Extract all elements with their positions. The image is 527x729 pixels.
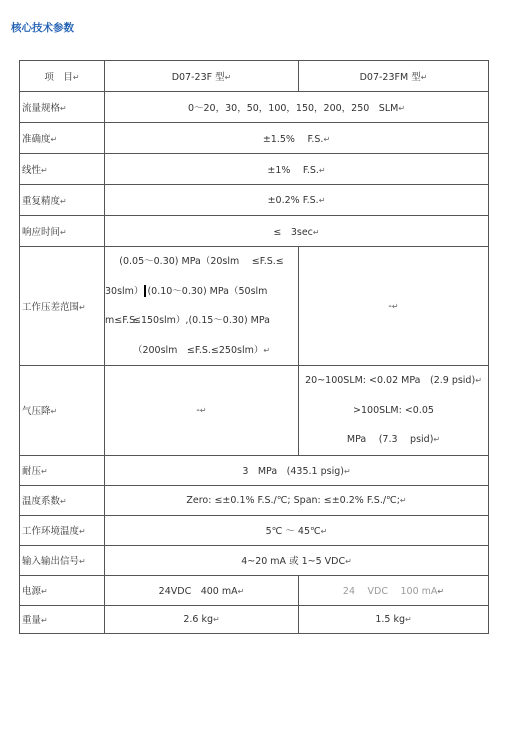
row-power	[20, 575, 489, 605]
row-value: ±1% F.S.↵	[105, 154, 489, 185]
row-label: 温度系数↵	[20, 485, 105, 515]
row-value: 5℃ ～ 45℃↵	[105, 515, 489, 545]
row-value: 4~20 mA 或 1~5 VDC↵	[105, 545, 489, 575]
section-title: 核心技术参数	[11, 22, 74, 34]
row-value: ±1.5% F.S.↵	[105, 123, 489, 154]
row-label: 耐压↵	[20, 455, 105, 485]
row-weight	[20, 605, 489, 633]
header-row	[20, 61, 489, 92]
row-value: 0～20，30，50，100，150，200，250 SLM↵	[105, 92, 489, 123]
pressure-drop-col2	[299, 366, 489, 456]
text-line: MPa (7.3 psid)↵	[346, 434, 441, 445]
pressure-diff-col1	[105, 247, 299, 366]
row-label: 输入输出信号↵	[20, 545, 105, 575]
row-label: 工作环境温度↵	[20, 515, 105, 545]
power-col1: 24VDC 400 mA↵	[105, 575, 299, 605]
spec-table	[19, 60, 489, 634]
row-label: 电源↵	[20, 575, 105, 605]
row-io-signal	[20, 545, 489, 575]
row-value: ±0.2% F.S.↵	[105, 185, 489, 216]
weight-col2: 1.5 kg↵	[299, 605, 489, 633]
header-col1: D07-23F 型↵	[105, 61, 299, 92]
row-accuracy	[20, 123, 489, 154]
row-value: 3 MPa (435.1 psig)↵	[105, 455, 489, 485]
row-value: ≤ 3sec↵	[105, 216, 489, 247]
row-label: 流量规格↵	[20, 92, 105, 123]
row-temp-coeff	[20, 485, 489, 515]
row-pressure-diff	[20, 247, 489, 366]
pressure-diff-text	[105, 247, 298, 365]
header-item: 项 目↵	[20, 61, 105, 92]
row-value: Zero: ≤±0.1% F.S./℃; Span: ≤±0.2% F.S./℃;↵	[105, 485, 489, 515]
row-linearity	[20, 154, 489, 185]
row-response-time	[20, 216, 489, 247]
weight-col1: 2.6 kg↵	[105, 605, 299, 633]
row-label: 重量↵	[20, 605, 105, 633]
text-line: (0.05～0.30) MPa（20slm ≤F.S.≤	[119, 256, 284, 267]
row-ambient-temp	[20, 515, 489, 545]
row-pressure-drop	[20, 366, 489, 456]
row-label: 线性↵	[20, 154, 105, 185]
pressure-drop-col1: -↵	[105, 366, 299, 456]
text-line: （200slm ≤F.S.≤250slm）↵	[132, 344, 271, 356]
pressure-drop-text	[299, 366, 488, 455]
row-label: 工作压差范围↵	[20, 247, 105, 366]
text-line: >100SLM: <0.05	[353, 404, 434, 416]
text-line: 20~100SLM: <0.02 MPa (2.9 psid)↵	[305, 375, 482, 386]
row-label: 重复精度↵	[20, 185, 105, 216]
header-col2: D07-23FM 型↵	[299, 61, 489, 92]
power-col2: 24 VDC 100 mA↵	[299, 575, 489, 605]
text-line: ≤150slm）,(0.15～0.30) MPa	[132, 315, 270, 326]
row-repeatability	[20, 185, 489, 216]
row-label: 气压降↵	[20, 366, 105, 456]
row-withstand	[20, 455, 489, 485]
row-flow-range	[20, 92, 489, 123]
row-label: 响应时间↵	[20, 216, 105, 247]
text-line: 30slm） (0.10～0.30) MPa（50slm m≤F.S.	[105, 285, 268, 326]
row-label: 准确度↵	[20, 123, 105, 154]
pressure-diff-col2: -↵	[299, 247, 489, 366]
